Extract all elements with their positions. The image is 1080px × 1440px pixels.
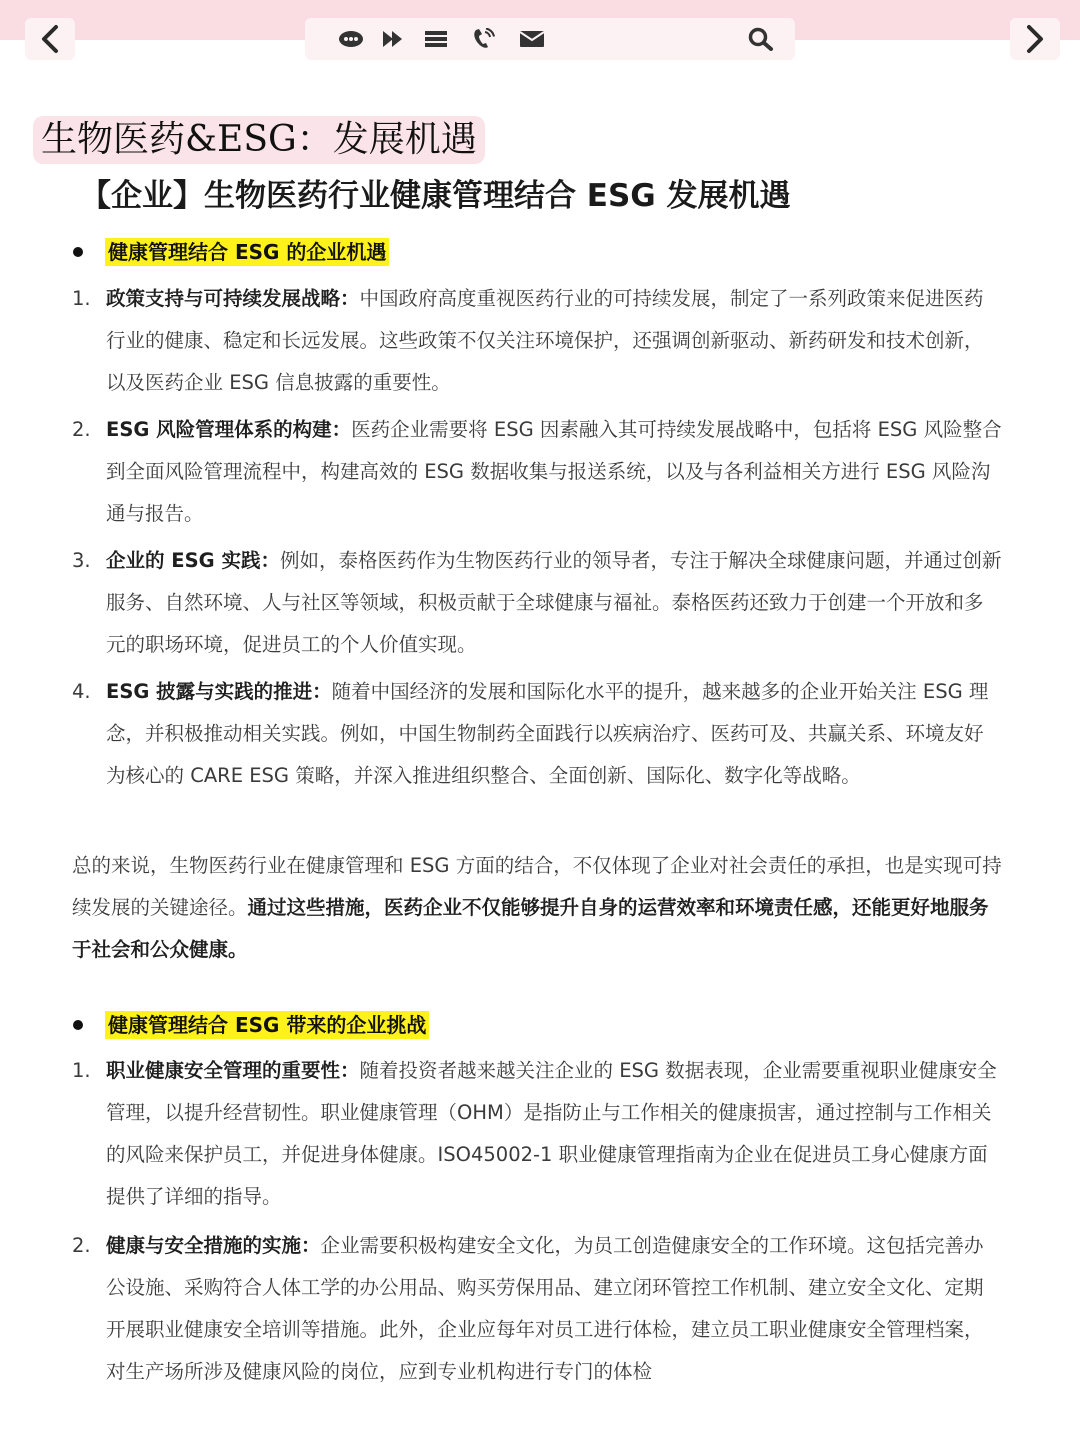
item-number: 4. — [72, 680, 91, 703]
item-lead: 企业的 ESG 实践： — [106, 549, 280, 572]
section-heading — [73, 1008, 429, 1042]
chat-icon[interactable] — [338, 28, 364, 50]
summary-paragraph — [72, 845, 1002, 971]
item-text: 企业需要积极构建安全文化，为员工创造健康安全的工作环境。这包括完善办公设施、采购符合人体工学的办公用品、购买劳保用品、建立闭环管控工作机制、建立安全文化、定期开展职业健康安全培训等措施。此外，企业应每年对员工进行体检，建立员工职业健康安全管理档案，对生产场所涉及健康风险的岗位，应到专业机构进行专门的体检 — [106, 1234, 984, 1383]
item-text: 随着中国经济的发展和国际化水平的提升，越来越多的企业开始关注 ESG 理念，并积极推动相关实践。例如，中国生物制药全面践行以疾病治疗、医药可及、共赢关系、环境友好为核心的 CARE ESG 策略，并深入推进组织整合、全面创新、国际化、数字化等战略。 — [106, 680, 989, 787]
item-lead: 健康与安全措施的实施： — [106, 1234, 321, 1257]
item-text: 中国政府高度重视医药行业的可持续发展，制定了一系列政策来促进医药行业的健康、稳定和长远发展。这些政策不仅关注环境保护，还强调创新驱动、新药研发和技术创新，以及医药企业 ESG 信息披露的重要性。 — [106, 287, 984, 394]
item-number: 1. — [72, 287, 91, 310]
toolbar — [305, 18, 795, 60]
bullet-dot — [73, 247, 83, 257]
mail-icon[interactable] — [519, 28, 545, 50]
section-heading — [73, 235, 389, 269]
list-item — [72, 1050, 1002, 1218]
list-item — [72, 409, 1002, 535]
item-number: 3. — [72, 549, 91, 572]
page-subtitle: 【企业】生物医药行业健康管理结合 ESG 发展机遇 — [80, 178, 791, 214]
page-title: 生物医药&ESG：发展机遇 — [33, 116, 485, 164]
section-heading-text: 健康管理结合 ESG 带来的企业挑战 — [105, 1011, 429, 1039]
item-text: 例如，泰格医药作为生物医药行业的领导者，专注于解决全球健康问题，并通过创新服务、自然环境、人与社区等领域，积极贡献于全球健康与福祉。泰格医药还致力于创建一个开放和多元的职场环境，促进员工的个人价值实现。 — [106, 549, 1002, 656]
chevron-right-icon — [1023, 24, 1047, 54]
prev-page-button[interactable] — [25, 18, 75, 60]
chevron-left-icon — [38, 24, 62, 54]
item-text: 随着投资者越来越关注企业的 ESG 数据表现，企业需要重视职业健康安全管理，以提升经营韧性。职业健康管理（OHM）是指防止与工作相关的健康损害，通过控制与工作相关的风险来保护员工，并促进身体健康。ISO45002-1 职业健康管理指南为企业在促进员工身心健康方面提供了详细的指导。 — [106, 1059, 997, 1208]
list-item — [72, 278, 1002, 404]
next-page-button[interactable] — [1010, 18, 1060, 60]
summary-bold-text: 通过这些措施，医药企业不仅能够提升自身的运营效率和环境责任感，还能更好地服务于社会和公众健康。 — [72, 896, 989, 961]
item-lead: 政策支持与可持续发展战略： — [106, 287, 360, 310]
list-item — [72, 540, 1002, 666]
phone-icon[interactable] — [470, 28, 496, 50]
summary-text: 总的来说，生物医药行业在健康管理和 ESG 方面的结合，不仅体现了企业对社会责任的承担，也是实现可持续发展的关键途径。 — [72, 854, 1002, 919]
item-lead: ESG 风险管理体系的构建： — [106, 418, 352, 441]
forward-icon[interactable] — [380, 28, 406, 50]
item-number: 2. — [72, 418, 91, 441]
item-lead: 职业健康安全管理的重要性： — [106, 1059, 360, 1082]
list-item — [72, 1225, 1002, 1415]
section-heading-text: 健康管理结合 ESG 的企业机遇 — [105, 238, 389, 266]
list-icon[interactable] — [423, 28, 449, 50]
item-lead: ESG 披露与实践的推进： — [106, 680, 332, 703]
item-number: 2. — [72, 1234, 91, 1257]
list-item — [72, 671, 1002, 797]
search-icon[interactable] — [748, 28, 774, 50]
item-number: 1. — [72, 1059, 91, 1082]
item-text: 医药企业需要将 ESG 因素融入其可持续发展战略中，包括将 ESG 风险整合到全面风险管理流程中，构建高效的 ESG 数据收集与报送系统，以及与各利益相关方进行 ESG 风险沟通与报告。 — [106, 418, 1002, 525]
bullet-dot — [73, 1020, 83, 1030]
